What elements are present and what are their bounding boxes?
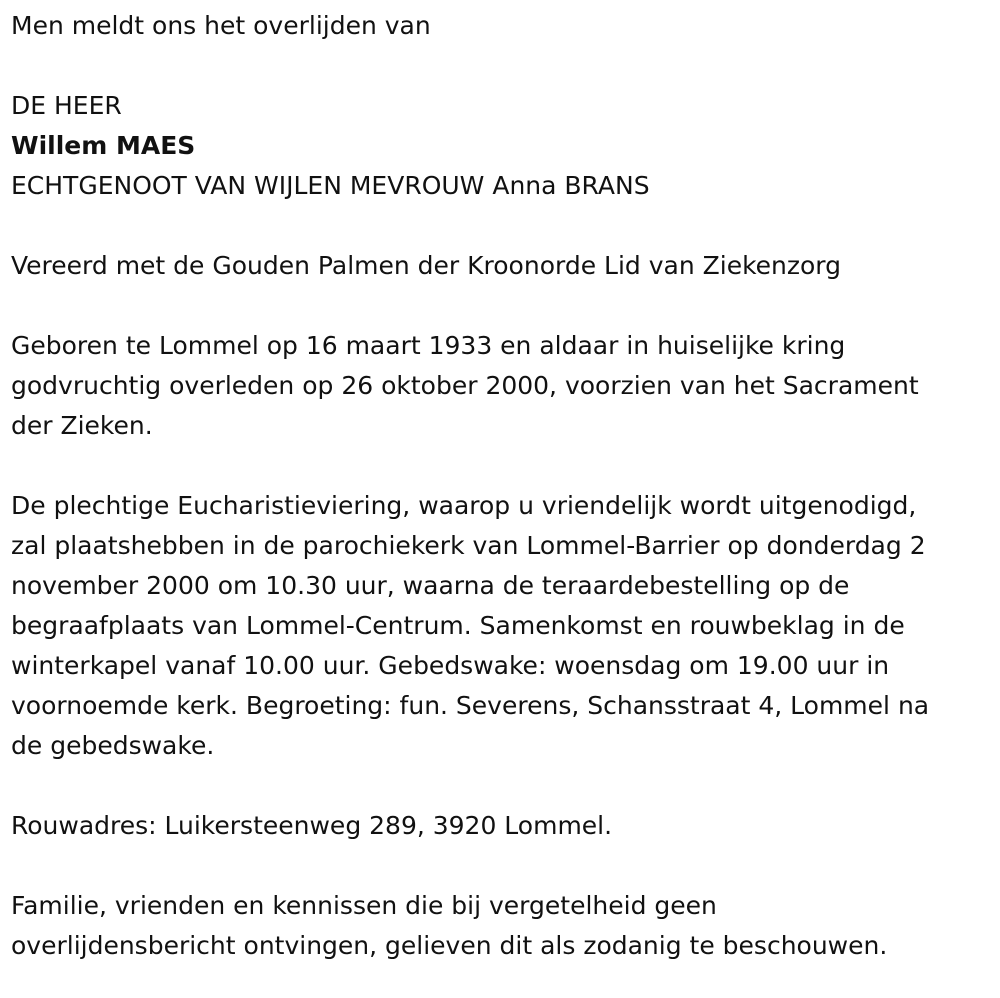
ceremony-line: De plechtige Eucharistieviering, waarop u vriendelijk wordt uitgenodigd, (11, 491, 917, 520)
spacer (11, 286, 1000, 326)
ceremony-line: zal plaatshebben in de parochiekerk van Lommel-Barrier op donderdag 2 (11, 531, 926, 560)
ceremony-line: begraafplaats van Lommel-Centrum. Samenkomst en rouwbeklag in de (11, 611, 905, 640)
title-prefix: DE HEER (11, 91, 122, 120)
spacer (11, 46, 1000, 86)
intro-text: Men meldt ons het overlijden van (11, 11, 431, 40)
ceremony-line: november 2000 om 10.30 uur, waarna de teraardebestelling op de (11, 571, 850, 600)
mourning-address: Rouwadres: Luikersteenweg 289, 3920 Lommel. (11, 811, 613, 840)
spouse-line: ECHTGENOOT VAN WIJLEN MEVROUW Anna BRANS (11, 171, 650, 200)
birth-death-line: Geboren te Lommel op 16 maart 1933 en aldaar in huiselijke kring (11, 331, 846, 360)
spacer (11, 766, 1000, 806)
ceremony-line: de gebedswake. (11, 731, 215, 760)
closing-line: overlijdensbericht ontvingen, gelieven dit als zodanig te beschouwen. (11, 931, 888, 960)
ceremony-line: winterkapel vanaf 10.00 uur. Gebedswake: woensdag om 19.00 uur in (11, 651, 890, 680)
closing-line: Familie, vrienden en kennissen die bij vergetelheid geen (11, 891, 717, 920)
deceased-name: Willem MAES (11, 131, 196, 160)
spacer (11, 206, 1000, 246)
birth-death-line: der Zieken. (11, 411, 153, 440)
birth-death-line: godvruchtig overleden op 26 oktober 2000, voorzien van het Sacrament (11, 371, 919, 400)
ceremony-line: voornoemde kerk. Begroeting: fun. Severens, Schansstraat 4, Lommel na (11, 691, 930, 720)
spacer (11, 846, 1000, 886)
spacer (11, 446, 1000, 486)
honors-line: Vereerd met de Gouden Palmen der Kroonorde Lid van Ziekenzorg (11, 251, 842, 280)
